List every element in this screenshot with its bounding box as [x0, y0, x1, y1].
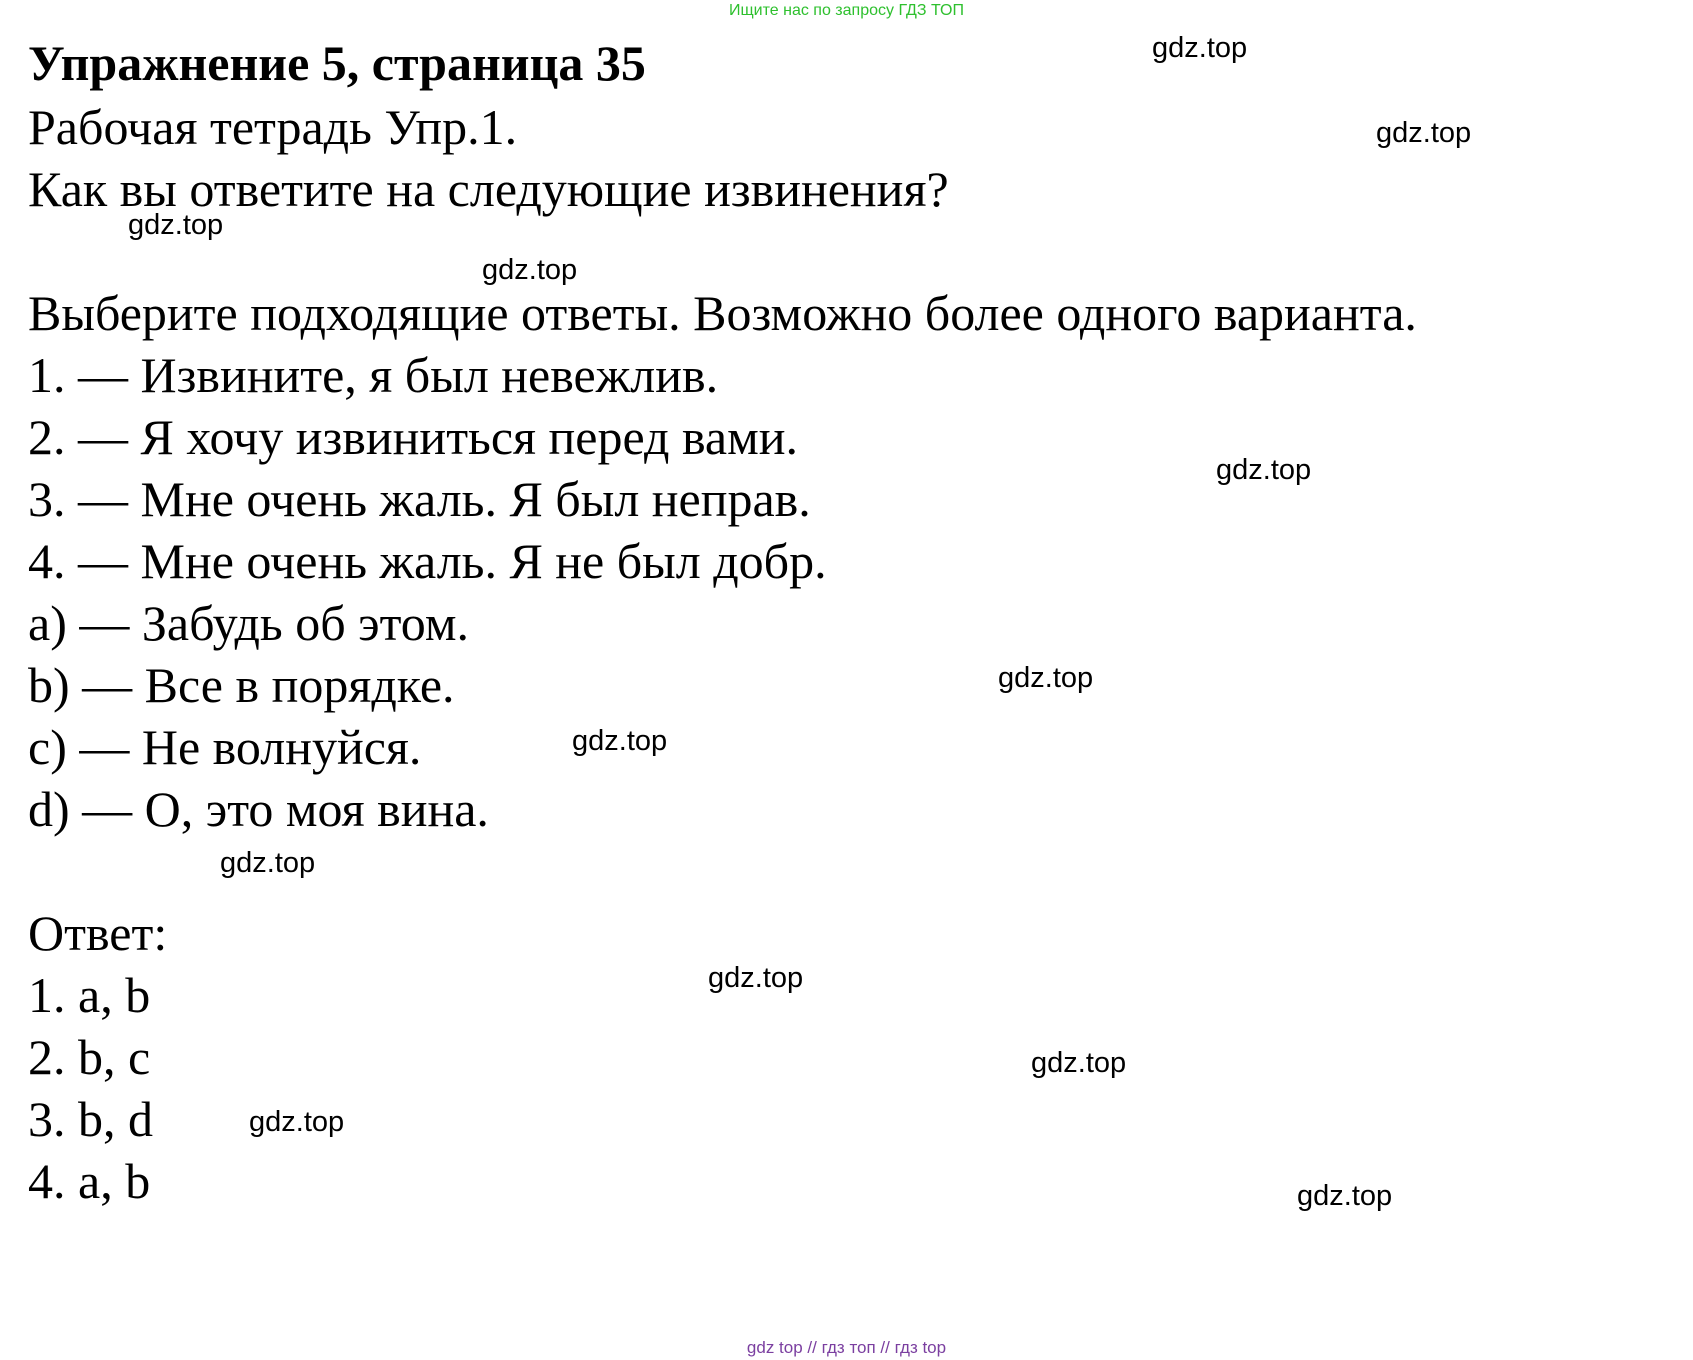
response-item: d) — О, это моя вина. — [28, 781, 489, 837]
watermark-text: gdz.top — [1297, 1180, 1393, 1212]
instruction-text: Выберите подходящие ответы. Возможно более одного варианта. — [28, 285, 1417, 341]
workbook-subtitle: Рабочая тетрадь Упр.1. — [28, 99, 518, 155]
watermark-text: gdz.top — [128, 209, 224, 241]
footer-links[interactable]: gdz top // гдз топ // гдз top — [746, 1338, 947, 1357]
watermark-text: gdz.top — [1031, 1047, 1127, 1079]
exercise-title: Упражнение 5, страница 35 — [28, 35, 646, 91]
apology-item: 4. — Мне очень жаль. Я не был добр. — [28, 533, 827, 589]
answer-item: 2. b, c — [28, 1029, 151, 1085]
question-text: Как вы ответите на следующие извинения? — [28, 161, 949, 217]
answer-item: 4. a, b — [28, 1153, 151, 1209]
response-item: c) — Не волнуйся. — [28, 719, 422, 775]
watermark-text: gdz.top — [998, 662, 1094, 694]
answer-item: 1. a, b — [28, 967, 151, 1023]
watermark-text: gdz.top — [572, 725, 668, 757]
apology-item: 1. — Извините, я был невежлив. — [28, 347, 719, 403]
answer-item: 3. b, d — [28, 1091, 153, 1147]
watermark-text: gdz.top — [482, 254, 578, 286]
answer-label: Ответ: — [28, 905, 168, 961]
watermark-text: gdz.top — [1152, 32, 1248, 64]
watermark-text: gdz.top — [1376, 117, 1472, 149]
response-item: b) — Все в порядке. — [28, 657, 455, 713]
watermark-text: gdz.top — [249, 1106, 345, 1138]
response-item: a) — Забудь об этом. — [28, 595, 469, 651]
watermark-text: gdz.top — [1216, 454, 1312, 486]
watermark-text: gdz.top — [220, 847, 316, 879]
apology-item: 3. — Мне очень жаль. Я был неправ. — [28, 471, 811, 527]
top-banner-link[interactable]: Ищите нас по запросу ГДЗ ТОП — [729, 2, 964, 19]
apology-item: 2. — Я хочу извиниться перед вами. — [28, 409, 798, 465]
watermark-text: gdz.top — [708, 962, 804, 994]
